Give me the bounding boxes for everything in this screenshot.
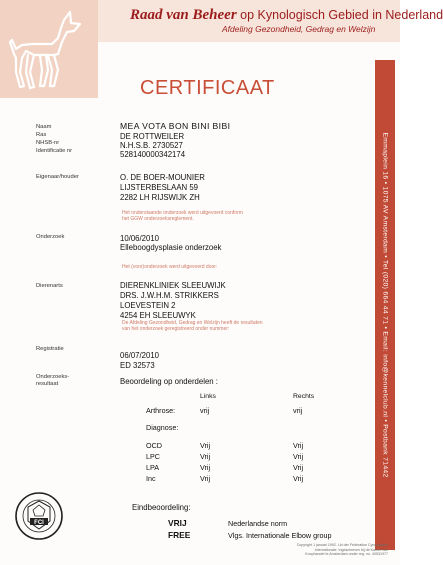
owner-street: LIJSTERBESLAAN 59 (120, 183, 199, 192)
dog-breed: DE ROTTWEILER (120, 132, 185, 141)
exam-type: Elleboogdysplasie onderzoek (120, 243, 222, 252)
row-inc-left: Vrij (200, 474, 211, 483)
row-inc-label: Inc (146, 474, 156, 483)
vet-city: 4254 EH SLEEUWYK (120, 311, 196, 320)
label-identificatie: Identificatie nr (36, 148, 73, 154)
row-arthrose-right: vrij (293, 406, 303, 415)
dog-identification: 528140000342174 (120, 150, 186, 159)
label-nhsb: NHSB-nr (36, 140, 60, 146)
label-onderzoek: Onderzoek (36, 234, 65, 240)
label-dierenarts: Dierenarts (36, 283, 63, 289)
row-lpa-label: LPA (146, 463, 160, 472)
owner-note-1: Het onderstaande onderzoek werd uitgevoerd conform (122, 210, 243, 216)
final-norm-1: Nederlandse norm (228, 519, 288, 528)
footer-fine-print: Copyright 1 januari 1992. Lid der Fédération Cynologique Internationale. Ingeschreven bij de Kamer van Koophandel te Amsterdam onder reg. no. 40531977 (296, 543, 388, 557)
vet-note-1: De Afdeling Gezondheid, Gedrag en Welzijn heeft de resultaten (122, 320, 263, 326)
eindbeoordeling-label: Eindbeoordeling: (132, 503, 191, 512)
label-onderzoeksresultaat-2: resultaat (36, 381, 59, 387)
column-links: Links (200, 393, 216, 400)
row-ocd-right: Vrij (293, 441, 304, 450)
vet-street: LOEVESTEIN 2 (120, 301, 176, 310)
dog-nhsb: N.H.S.B. 2730527 (120, 141, 183, 150)
label-eigenaar: Eigenaar/houder (36, 174, 79, 180)
final-grade-1: VRIJ (168, 518, 187, 528)
label-onderzoeksresultaat-1: Onderzoeks- (36, 374, 70, 380)
org-department: Afdeling Gezondheid, Gedrag en Welzijn (222, 24, 376, 34)
label-registratie: Registratie (36, 346, 64, 352)
label-ras: Ras (36, 132, 47, 138)
final-grade-2: FREE (168, 530, 191, 540)
row-lpa-left: Vrij (200, 463, 211, 472)
header (0, 0, 443, 50)
row-ocd-left: Vrij (200, 441, 211, 450)
vet-clinic: DIERENKLINIEK SLEEUWIJK (120, 281, 226, 290)
row-lpa-right: Vrij (293, 463, 304, 472)
diagnose-label: Diagnose: (146, 423, 179, 432)
exam-note: Het (voor)onderzoek werd uitgevoerd door: (122, 264, 218, 270)
results-heading: Beoordeling op onderdelen : (120, 377, 218, 386)
logo-panel (0, 0, 98, 98)
row-arthrose-left: vrij (200, 406, 210, 415)
row-arthrose-label: Arthrose: (146, 406, 176, 415)
dog-name: MEA VOTA BON BINI BIBI (120, 121, 231, 131)
vet-doctor: DRS. J.W.H.M. STRIKKERS (120, 291, 219, 300)
label-naam: Naam (36, 124, 52, 130)
dog-logo-icon (4, 6, 94, 94)
fci-logo-text: FCI (34, 520, 44, 526)
row-ocd-label: OCD (146, 441, 162, 450)
owner-name: O. DE BOER-MOUNIER (120, 173, 205, 182)
vet-note-2: van het onderzoek geregistreerd onder nummer: (122, 326, 230, 332)
registration-date: 06/07/2010 (120, 351, 160, 360)
row-lpc-right: Vrij (293, 452, 304, 461)
column-rechts: Rechts (293, 393, 315, 400)
row-lpc-left: Vrij (200, 452, 211, 461)
owner-note-2: het GGW onderzoeksreglement. (122, 216, 194, 222)
row-lpc-label: LPC (146, 452, 160, 461)
side-address: Emmaplein 16 • 1075 AV Amsterdam • Tel (020) 664 44 71 • Email: info@kennelclub.nl • Postbank 71442 (381, 132, 389, 478)
owner-city: 2282 LH RIJSWIJK ZH (120, 193, 200, 202)
certificate-title: CERTIFICAAT (140, 77, 275, 99)
registration-number: ED 32573 (120, 361, 155, 370)
org-title: Raad van Beheer op Kynologisch Gebied in Nederland (130, 7, 443, 23)
row-inc-right: Vrij (293, 474, 304, 483)
exam-date: 10/06/2010 (120, 234, 160, 243)
final-norm-2: Vlgs. Internationale Elbow group (228, 531, 332, 540)
fci-logo-icon (14, 491, 64, 541)
